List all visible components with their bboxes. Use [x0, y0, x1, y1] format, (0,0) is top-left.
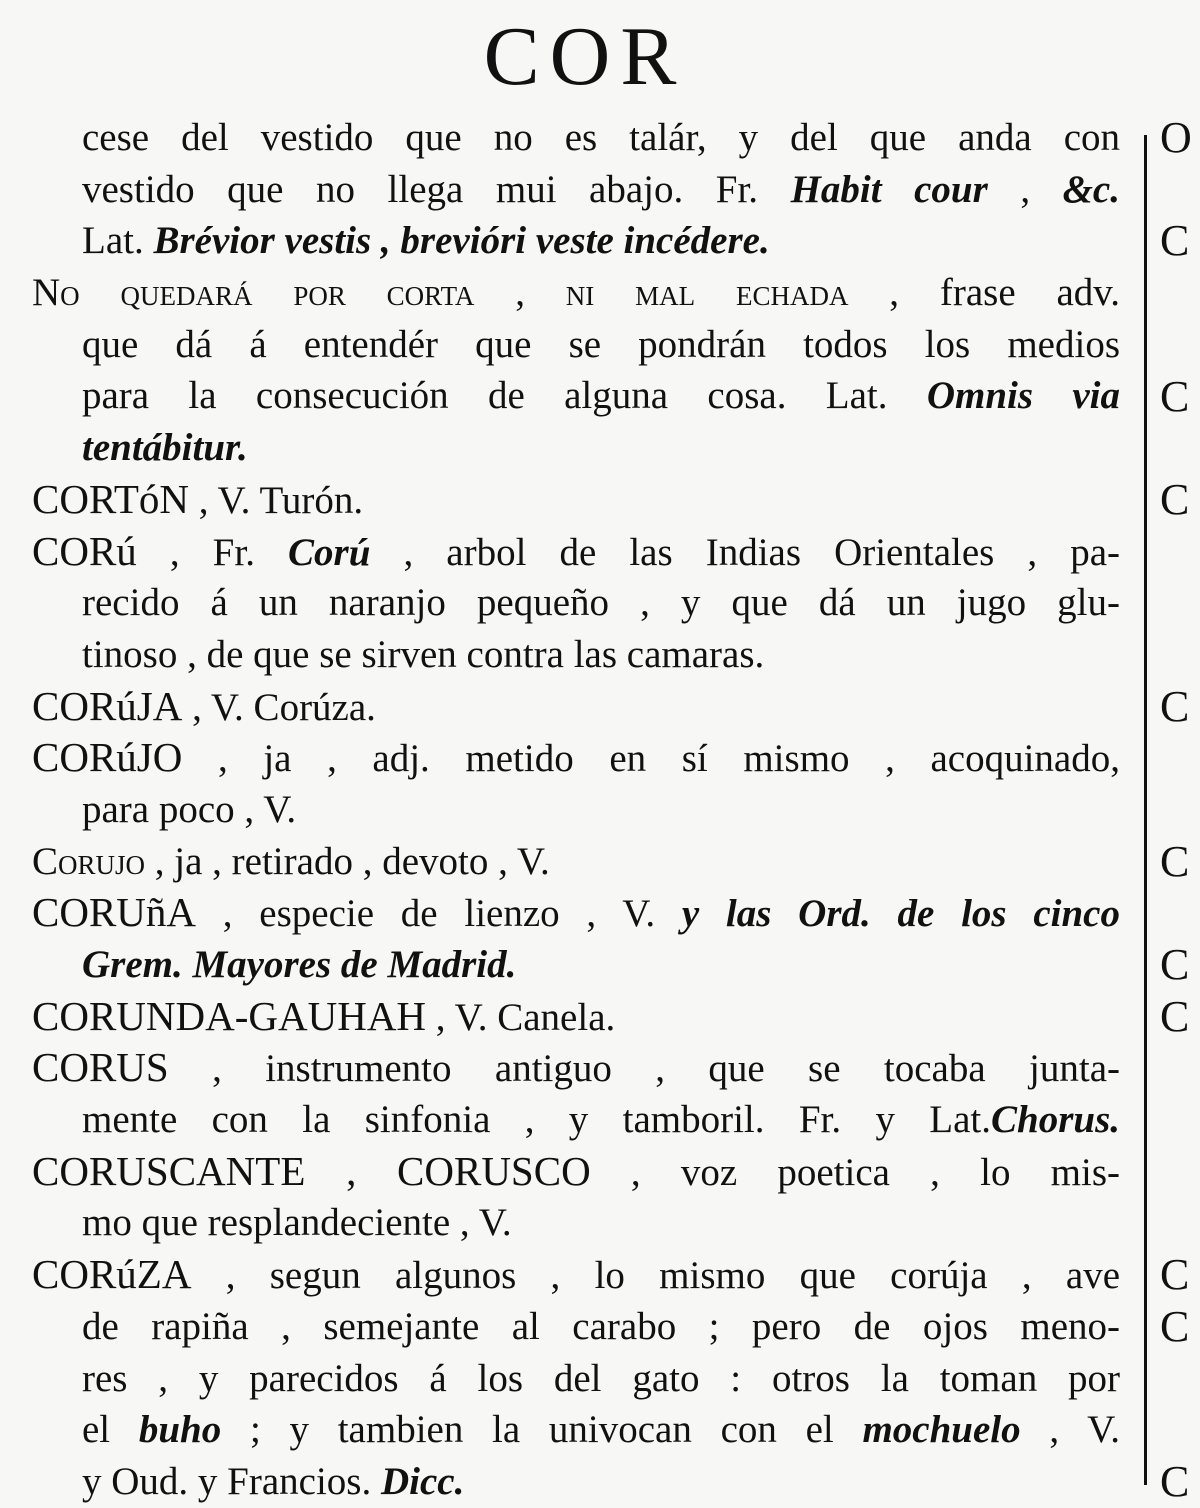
- entry-line: [32, 991, 1120, 1043]
- headword: CORUS: [32, 1044, 169, 1091]
- italic-term: Chorus.: [991, 1098, 1120, 1142]
- entry-text: para la consecución de alguna cosa. Lat.: [82, 374, 927, 418]
- small-caps-phrase: No quedará por corta , ni mal echada: [32, 271, 849, 315]
- italic-term: &c.: [1062, 167, 1120, 211]
- dictionary-entry-corunda-gauhah: [32, 991, 1120, 1043]
- italic-term: Grem. Mayores de Madrid.: [82, 943, 517, 986]
- entry-text: recido á un naranjo pequeño , y que dá un jugo glu-: [82, 581, 1120, 625]
- adjacent-column-letter: C: [1160, 1250, 1190, 1300]
- adjacent-column-letter: C: [1160, 216, 1190, 266]
- entry-line: [32, 422, 1120, 474]
- dictionary-entry-coruja: [32, 681, 1120, 733]
- headword: CORUSCANTE , CORUSCO: [32, 1147, 591, 1194]
- dictionary-entry-no-quedara: [32, 267, 1120, 474]
- italic-term: Dicc.: [380, 1459, 465, 1503]
- entry-line: [32, 1197, 1120, 1249]
- entry-text: tinoso , de que se sirven contra las camaras.: [82, 632, 765, 676]
- entry-text: , Fr.: [136, 530, 289, 574]
- entry-text: Lat.: [82, 219, 154, 263]
- entry-line: [32, 474, 1120, 526]
- adjacent-column-letter: C: [1160, 940, 1190, 990]
- entry-line: [32, 1094, 1120, 1146]
- entry-text: , voz poetica , lo mis-: [590, 1150, 1120, 1194]
- entry-line: [32, 629, 1120, 681]
- entry-line: [32, 267, 1120, 319]
- entry-text: ,: [987, 167, 1063, 211]
- italic-term: Habit cour: [790, 167, 988, 211]
- entry-text: , V. Turón.: [189, 478, 364, 522]
- entry-line: [32, 836, 1120, 888]
- italic-term: buho: [138, 1408, 222, 1452]
- headword: CORúZA: [32, 1251, 192, 1298]
- dictionary-entry-corus: [32, 1042, 1120, 1145]
- adjacent-column-letter: C: [1160, 1457, 1190, 1507]
- entry-line: [32, 1146, 1120, 1198]
- adjacent-column-letter: C: [1160, 836, 1190, 886]
- italic-term: Brévior vestis , brevióri veste incédere.: [153, 219, 770, 263]
- adjacent-column-letter: C: [1160, 1302, 1190, 1352]
- entry-text: , arbol de las Indias Orientales , pa-: [370, 530, 1120, 574]
- small-caps-phrase: Corujo: [32, 839, 146, 883]
- entry-text: , V.: [1020, 1408, 1120, 1452]
- entry-text: de rapiña , semejante al carabo ; pero de ojos meno-: [82, 1304, 1120, 1348]
- headword: CORUñA: [32, 889, 197, 936]
- entry-line: [32, 1353, 1120, 1405]
- italic-term: Corú: [288, 530, 371, 574]
- entry-line: [32, 164, 1120, 216]
- italic-term: y las Ord. de los cinco: [681, 892, 1120, 936]
- entry-text: , instrumento antiguo , que se tocaba junta-: [168, 1047, 1120, 1091]
- entry-line: [32, 939, 1120, 991]
- entry-text: res , y parecidos á los del gato : otros la toman por: [82, 1356, 1120, 1400]
- entry-text: vestido que no llega mui abajo. Fr.: [82, 167, 791, 211]
- entry-line: [32, 215, 1120, 267]
- dictionary-entry-coru: [32, 526, 1120, 681]
- dictionary-entry-corujo-1: [32, 732, 1120, 835]
- entry-line: [32, 887, 1120, 939]
- entry-text: que dá á entendér que se pondrán todos los medios: [82, 322, 1120, 366]
- entry-line: [32, 112, 1120, 164]
- entry-line: [32, 577, 1120, 629]
- entry-text: y Oud. y Francios.: [82, 1459, 381, 1503]
- dictionary-entry-coruscante: [32, 1146, 1120, 1249]
- headword: CORTóN: [32, 475, 189, 522]
- headword: CORú: [32, 527, 137, 574]
- entry-line: [32, 1042, 1120, 1094]
- entry-line: [32, 370, 1120, 422]
- entry-text: , especie de lienzo , V.: [196, 892, 682, 936]
- entry-line: [32, 1249, 1120, 1301]
- entry-line: [32, 1404, 1120, 1456]
- italic-term: Omnis via: [926, 374, 1120, 418]
- italic-term: mochuelo: [862, 1408, 1021, 1452]
- dictionary-column: [32, 112, 1120, 1508]
- headword: CORúJO: [32, 734, 183, 781]
- dictionary-entry-coruza: [32, 1249, 1120, 1507]
- adjacent-column-letter: C: [1160, 474, 1190, 524]
- entry-line: [32, 526, 1120, 578]
- adjacent-column-letter: O: [1160, 113, 1192, 162]
- page-header-running-title: COR: [483, 10, 687, 103]
- entry-text: , V. Corúza.: [182, 685, 376, 729]
- entry-line: [32, 1301, 1120, 1353]
- entry-text: , ja , adj. metido en sí mismo , acoquinado,: [182, 737, 1120, 781]
- entry-text: para poco , V.: [82, 787, 297, 831]
- entry-line: [32, 1456, 1120, 1508]
- entry-line: [32, 319, 1120, 371]
- dictionary-entry-coruna: [32, 887, 1120, 990]
- entry-text: , ja , retirado , devoto , V.: [145, 839, 550, 883]
- entry-line: [32, 732, 1120, 784]
- adjacent-column-letter: C: [1160, 991, 1190, 1041]
- italic-term: tentábitur.: [82, 426, 248, 470]
- entry-text: cese del vestido que no es talár, y del que anda con: [82, 116, 1120, 159]
- dictionary-entry-corto-cont: [32, 112, 1120, 267]
- adjacent-column-letter: C: [1160, 681, 1190, 731]
- entry-text: el: [82, 1408, 139, 1452]
- dictionary-entry-corujo-2: [32, 836, 1120, 888]
- entry-text: mente con la sinfonia , y tamboril. Fr. y Lat.: [82, 1098, 991, 1142]
- adjacent-column-letter: C: [1160, 371, 1190, 421]
- headword: CORUNDA-GAUHAH: [32, 992, 427, 1039]
- entry-text: , segun algunos , lo mismo que corúja , ave: [191, 1254, 1120, 1298]
- headword: CORúJA: [32, 682, 183, 729]
- entry-text: mo que resplandeciente , V.: [82, 1201, 512, 1245]
- column-divider-rule: [1144, 135, 1147, 1485]
- entry-text: , frase adv.: [848, 271, 1120, 315]
- entry-line: [32, 681, 1120, 733]
- entry-text: , V. Canela.: [426, 995, 616, 1039]
- entry-text: ; y tambien la univocan con el: [221, 1408, 863, 1452]
- dictionary-entry-corton: [32, 474, 1120, 526]
- entry-line: [32, 784, 1120, 836]
